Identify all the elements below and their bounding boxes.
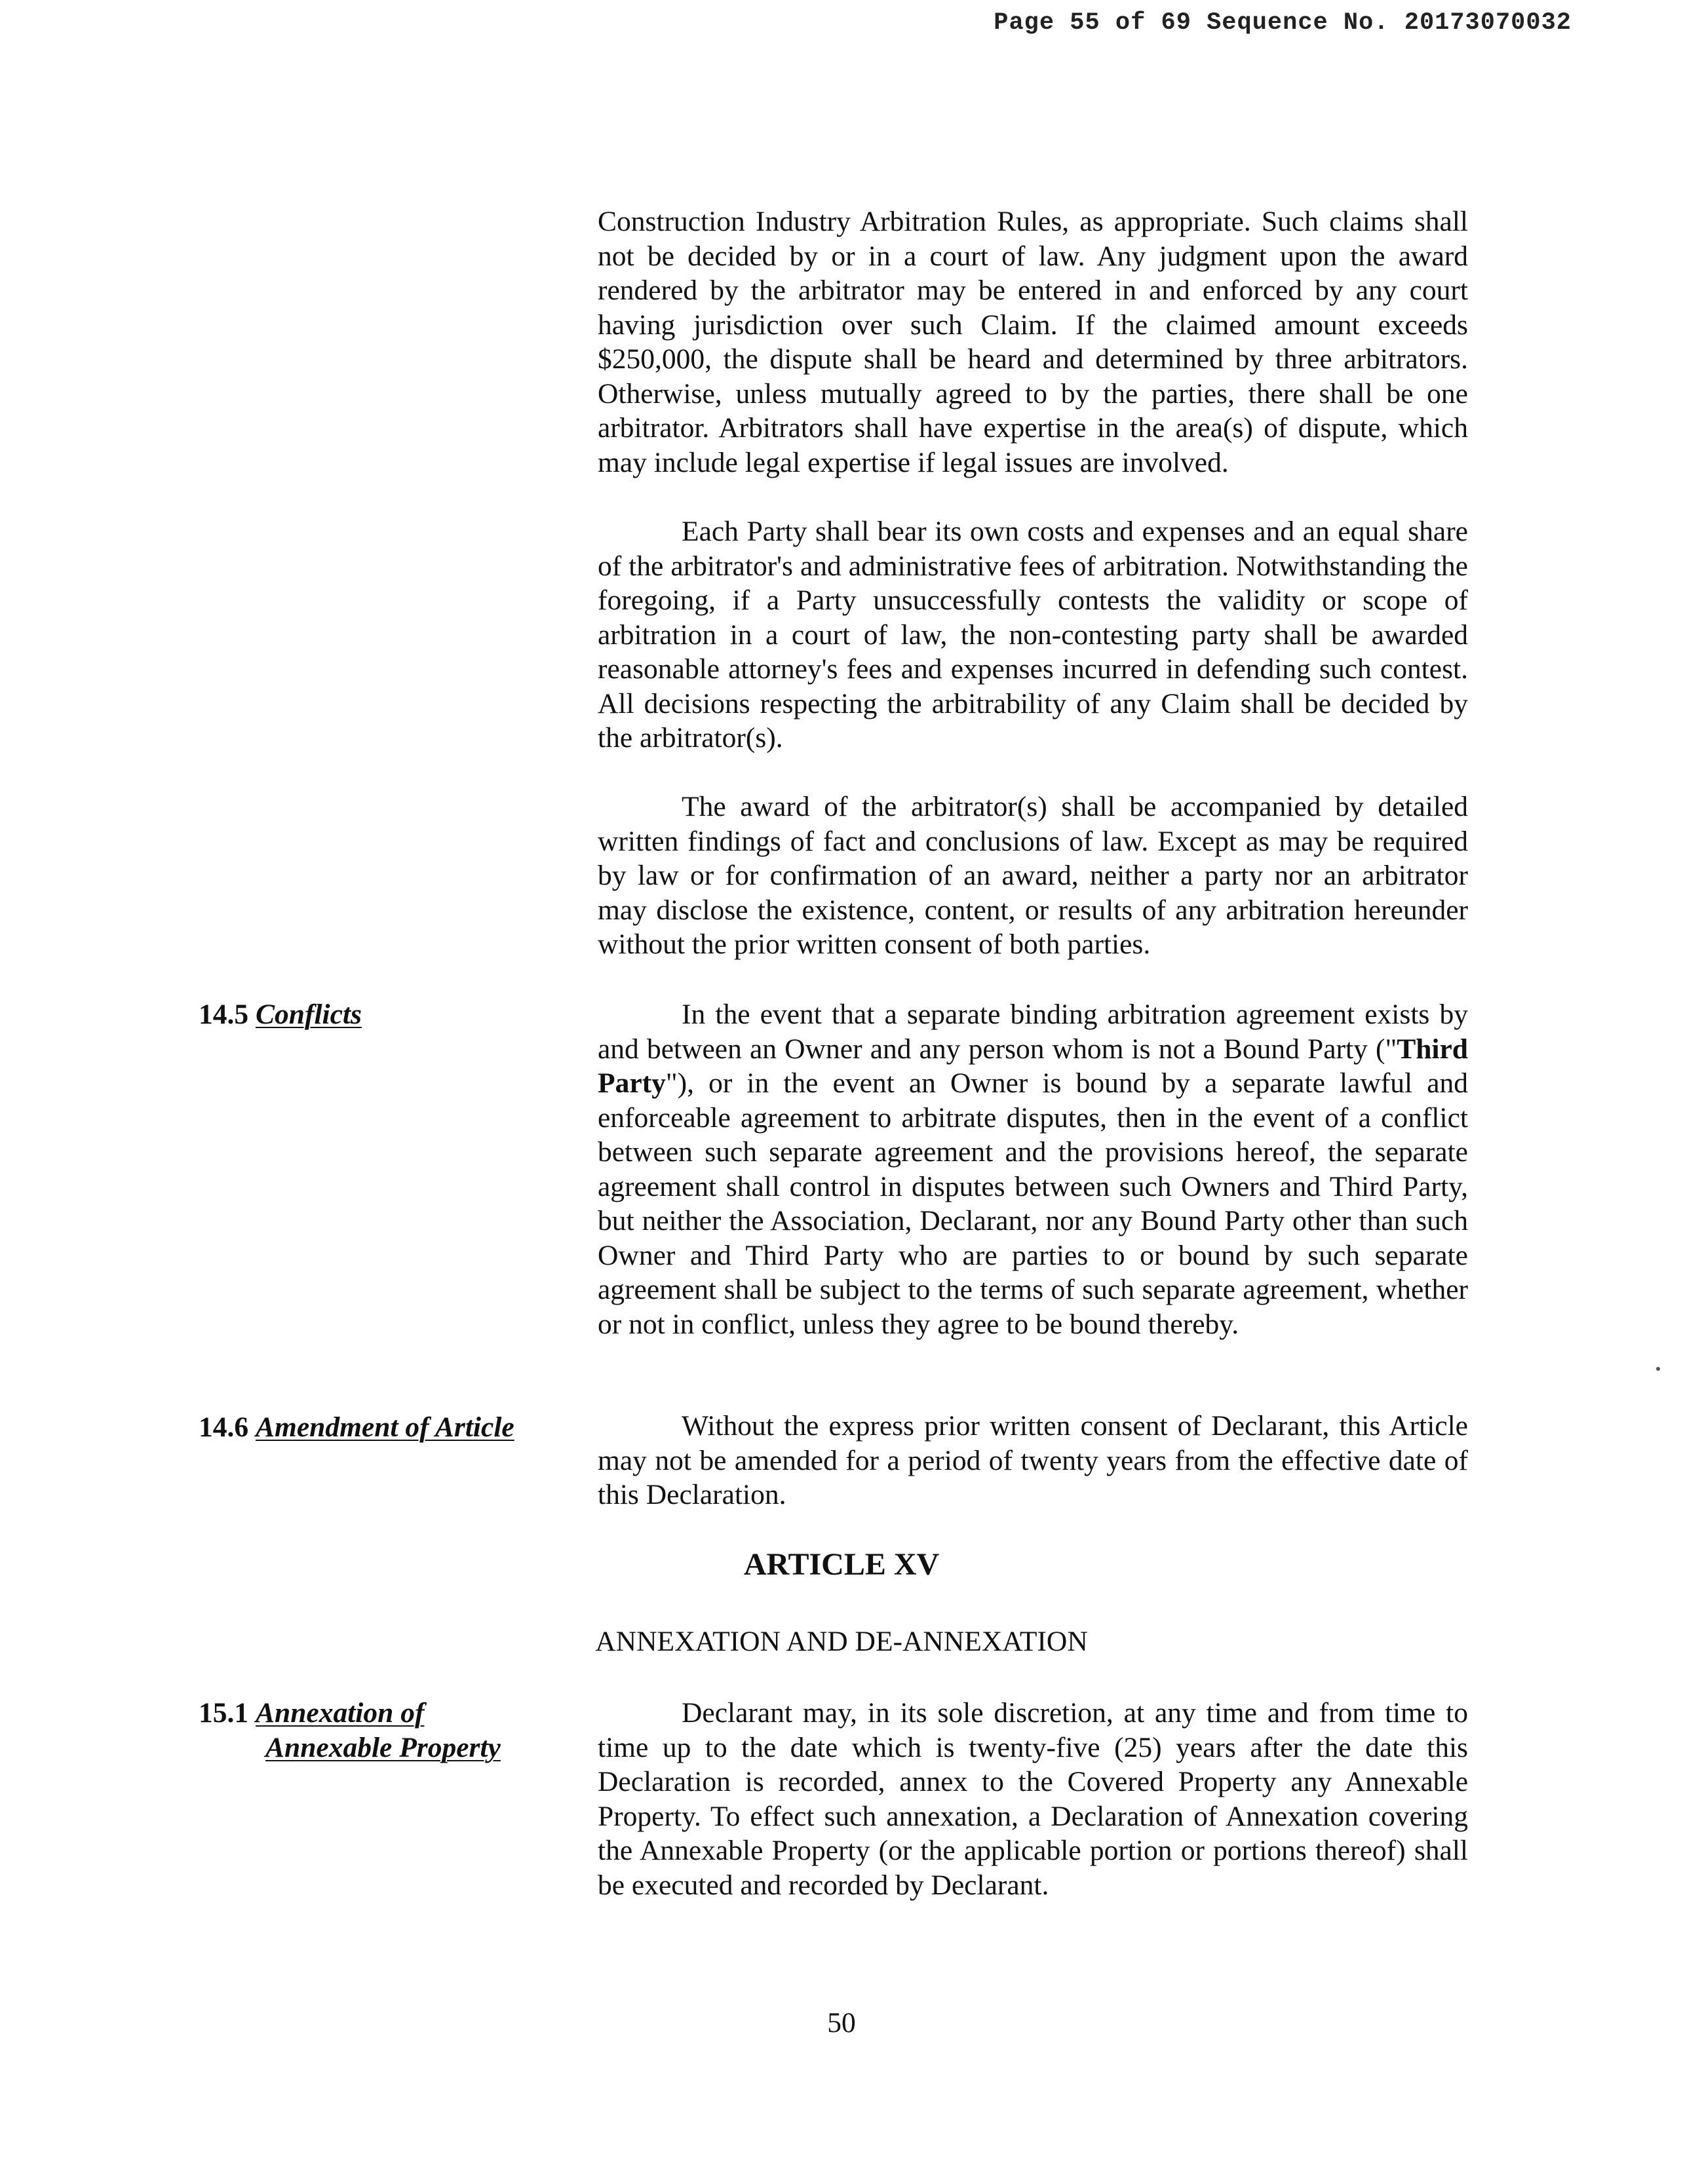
section-15-1-heading — [199, 1696, 501, 1765]
third-party-defined-term: Third Party — [598, 1033, 1468, 1099]
paragraph-costs-expenses: Each Party shall bear its own costs and expenses and an equal share of the arbitrator's and administrative fees of arbitration. Notwithstanding the foregoing, if a Party unsuccessfully contests the validity or scope of arbitration in a court of law, the non-contesting party shall be awarded reasonable attorney's fees and expenses incurred in defending such contest. All decisions respecting the arbitrability of any Claim shall be decided by the arbitrator(s). — [598, 516, 1468, 754]
scan-speck — [1656, 1367, 1660, 1371]
section-number: 14.5 — [199, 999, 249, 1030]
section-14-6-text: Without the express prior written consent of Declarant, this Article may not be amended for a period of twenty years from the effective date of this Declaration. — [598, 1410, 1468, 1510]
section-14-5-text — [598, 997, 1468, 1341]
section-number: 15.1 — [199, 1697, 249, 1729]
section-title: Amendment of Article — [256, 1411, 514, 1443]
section-14-5-heading — [199, 997, 362, 1032]
section-title-line-2: Annexable Property — [265, 1731, 501, 1763]
section-14-6-heading — [199, 1410, 514, 1445]
section-title-line-1: Annexation of — [256, 1697, 425, 1729]
page-sequence-stamp: Page 55 of 69 Sequence No. 20173070032 — [994, 9, 1572, 37]
section-15-1-text: Declarant may, in its sole discretion, at any time and from time to time up to the date which is twenty-five (25) years after the date this Declaration is recorded, annex to the Covered Property any Annexable Property. To effect such annexation, a Declaration of Annexation covering the Annexable Property (or the applicable portion or portions thereof) shall be executed and recorded by Declarant. — [598, 1697, 1468, 1901]
article-subtitle: ANNEXATION AND DE-ANNEXATION — [595, 1626, 1088, 1657]
section-14-5-text-part-b: "), or in the event an Owner is bound by a separate lawful and enforceable agreement to arbitrate disputes, then in the event of a conflict between such separate agreement and the provisions hereof, the separate agreement shall control in disputes between such Owners and Third Party, but neither the Association, Declarant, nor any Bound Party other than such Owner and Third Party who are parties to or bound by such separate agreement shall be subject to the terms of such separate agreement, whether or not in conflict, unless they agree to be bound thereby. — [598, 1067, 1468, 1340]
paragraph-arbitration-rules: Construction Industry Arbitration Rules, as appropriate. Such claims shall not be decided by or in a court of law. Any judgment upon the award rendered by the arbitrator may be entered in and enforced by any court having jurisdiction over such Claim. If the claimed amount exceeds $250,000, the dispute shall be heard and determined by three arbitrators. Otherwise, unless mutually agreed to by the parties, there shall be one arbitrator. Arbitrators shall have expertise in the area(s) of dispute, which may include legal expertise if legal issues are involved. — [598, 206, 1468, 478]
section-title: Conflicts — [256, 999, 362, 1030]
section-number: 14.6 — [199, 1411, 249, 1443]
article-title: ARTICLE XV — [743, 1547, 940, 1582]
section-14-5-text-part-a: In the event that a separate binding arbitration agreement exists by and between an Owner and any person whom is not a Bound Party (" — [598, 999, 1468, 1065]
paragraph-award-findings: The award of the arbitrator(s) shall be accompanied by detailed written findings of fact and conclusions of law. Except as may be required by law or for confirmation of an award, neither a party nor an arbitrator may disclose the existence, content, or results of any arbitration hereunder without the prior written consent of both parties. — [598, 791, 1468, 960]
page-number: 50 — [827, 2007, 856, 2039]
